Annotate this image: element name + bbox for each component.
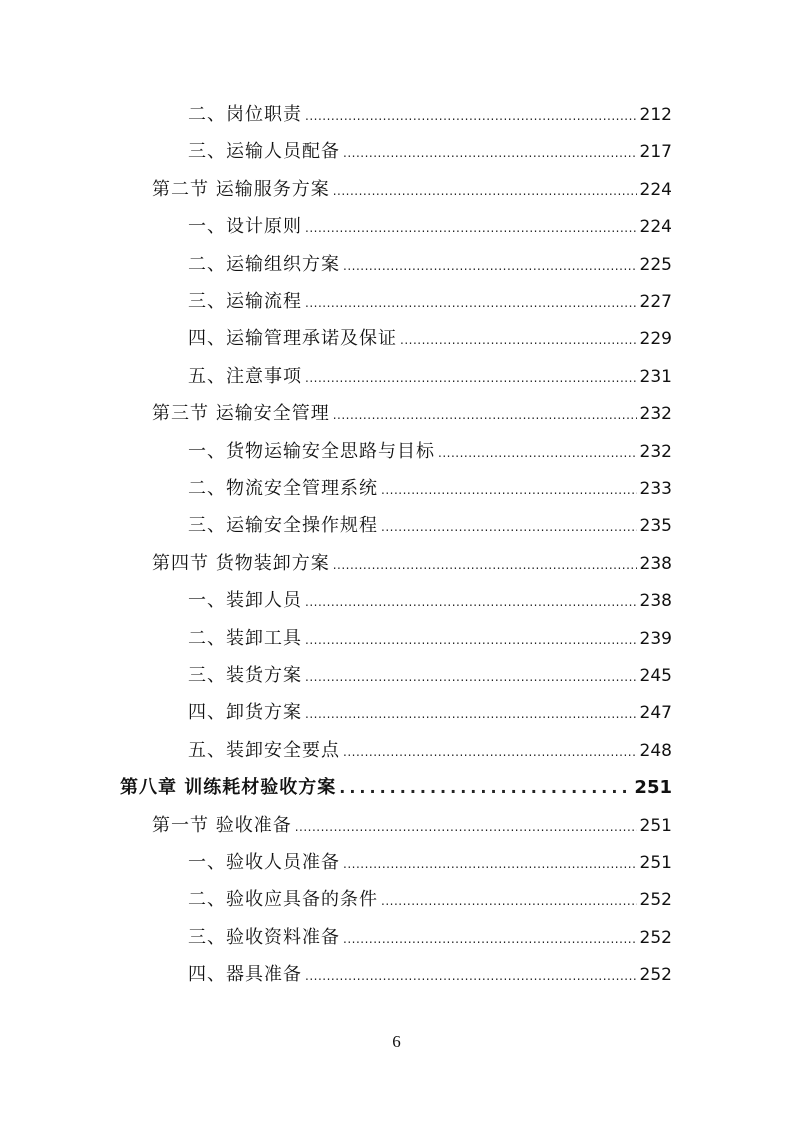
toc-section-entry[interactable]: [152, 175, 672, 205]
toc-entry-page: 245: [639, 666, 672, 686]
toc-entry-title: 四、运输管理承诺及保证: [188, 328, 397, 350]
toc-dot-leader: [438, 438, 637, 468]
toc-section-entry[interactable]: [152, 549, 672, 579]
toc-subsection-entry[interactable]: [188, 586, 672, 616]
toc-dot-leader: [343, 251, 637, 281]
toc-chapter-entry[interactable]: [120, 773, 672, 803]
toc-entry-title: 第四节 货物装卸方案: [152, 552, 330, 574]
page-number: 6: [392, 1032, 401, 1051]
toc-subsection-entry[interactable]: [188, 624, 672, 654]
toc-dot-leader: [305, 961, 637, 991]
toc-entry-page: 252: [639, 890, 672, 911]
toc-entry-page: 229: [639, 329, 672, 350]
toc-subsection-entry[interactable]: [188, 474, 672, 504]
toc-dot-leader: [305, 587, 637, 617]
toc-subsection-entry[interactable]: [188, 960, 672, 990]
toc-subsection-entry[interactable]: [188, 100, 672, 130]
toc-subsection-entry[interactable]: [188, 885, 672, 915]
toc-dot-leader: [305, 213, 637, 243]
toc-subsection-entry[interactable]: [188, 324, 672, 354]
toc-entry-title: 第一节 验收准备: [152, 814, 292, 836]
toc-entry-page: 251: [639, 853, 672, 873]
toc-subsection-entry[interactable]: [188, 212, 672, 242]
toc-entry-page: 231: [639, 366, 672, 387]
toc-dot-leader: [381, 512, 637, 542]
toc-dot-leader: [305, 662, 637, 692]
toc-subsection-entry[interactable]: [188, 848, 672, 878]
toc-dot-leader: [333, 176, 637, 206]
toc-dot-leader: [343, 138, 637, 168]
toc-entry-page: 238: [639, 553, 672, 574]
toc-entry-page: 224: [639, 179, 672, 200]
toc-entry-page: 247: [639, 703, 672, 724]
toc-entry-page: 212: [639, 105, 672, 125]
toc-subsection-entry[interactable]: [188, 736, 672, 766]
toc-entry-page: 251: [639, 815, 672, 836]
toc-entry-title: 一、设计原则: [188, 216, 302, 238]
toc-entry-title: 二、物流安全管理系统: [188, 478, 378, 499]
toc-dot-leader: [381, 886, 637, 916]
toc-section-entry[interactable]: [152, 811, 672, 841]
toc-entry-title: 一、验收人员准备: [188, 852, 340, 873]
toc-dot-leader: [305, 625, 637, 655]
toc-subsection-entry[interactable]: [188, 698, 672, 728]
toc-entry-title: 三、运输人员配备: [188, 141, 340, 163]
toc-dot-leader: [343, 924, 637, 954]
toc-entry-title: 二、验收应具备的条件: [188, 889, 378, 911]
toc-entry-title: 三、装货方案: [188, 665, 302, 686]
toc-entry-title: 第二节 运输服务方案: [152, 178, 330, 200]
toc-dot-leader: [305, 288, 637, 318]
toc-subsection-entry[interactable]: [188, 511, 672, 541]
toc-entry-title: 三、运输安全操作规程: [188, 515, 378, 537]
toc-subsection-entry[interactable]: [188, 287, 672, 317]
toc-entry-page: 233: [639, 479, 672, 499]
toc-entry-page: 232: [639, 404, 672, 425]
toc-entry-title: 四、器具准备: [188, 964, 302, 986]
toc-entry-page: 224: [639, 217, 672, 238]
toc-entry-title: 四、卸货方案: [188, 702, 302, 724]
toc-entry-page: 239: [639, 628, 672, 649]
toc-subsection-entry[interactable]: [188, 137, 672, 167]
toc-entry-page: 235: [639, 516, 672, 537]
toc-entry-title: 五、注意事项: [188, 365, 302, 387]
toc-subsection-entry[interactable]: [188, 437, 672, 467]
toc-dot-leader: [343, 849, 637, 879]
toc-entry-page: 248: [639, 740, 672, 761]
toc-dot-leader: [343, 737, 637, 767]
toc-entry-title: 三、运输流程: [188, 291, 302, 312]
toc-dot-leader: [381, 475, 637, 505]
toc-dot-leader: [339, 773, 631, 803]
toc-subsection-entry[interactable]: [188, 250, 672, 280]
toc-entry-title: 一、装卸人员: [188, 590, 302, 612]
toc-entry-page: 225: [639, 254, 672, 275]
toc-entry-page: 251: [634, 777, 672, 799]
toc-entry-page: 217: [639, 142, 672, 163]
toc-entry-page: 238: [639, 591, 672, 612]
toc-dot-leader: [305, 363, 637, 393]
toc-entry-title: 第八章 训练耗材验收方案: [120, 777, 337, 799]
toc-entry-title: 一、货物运输安全思路与目标: [188, 440, 435, 462]
toc-entry-page: 227: [639, 292, 672, 312]
toc-subsection-entry[interactable]: [188, 923, 672, 953]
toc-entry-title: 三、验收资料准备: [188, 926, 340, 948]
toc-dot-leader: [400, 325, 637, 355]
toc-dot-leader: [333, 550, 637, 580]
toc-entry-page: 232: [639, 441, 672, 462]
toc-subsection-entry[interactable]: [188, 362, 672, 392]
toc-section-entry[interactable]: [152, 399, 672, 429]
toc-entry-title: 五、装卸安全要点: [188, 739, 340, 761]
toc-dot-leader: [333, 400, 637, 430]
toc-entry-title: 二、装卸工具: [188, 627, 302, 649]
toc-dot-leader: [305, 699, 637, 729]
toc-entry-title: 二、运输组织方案: [188, 253, 340, 275]
toc-entry-page: 252: [639, 965, 672, 986]
toc-subsection-entry[interactable]: [188, 661, 672, 691]
toc-entry-title: 第三节 运输安全管理: [152, 403, 330, 425]
toc-entry-title: 二、岗位职责: [188, 104, 302, 125]
toc-entry-page: 252: [639, 927, 672, 948]
toc-dot-leader: [295, 812, 637, 842]
toc-dot-leader: [305, 101, 637, 131]
